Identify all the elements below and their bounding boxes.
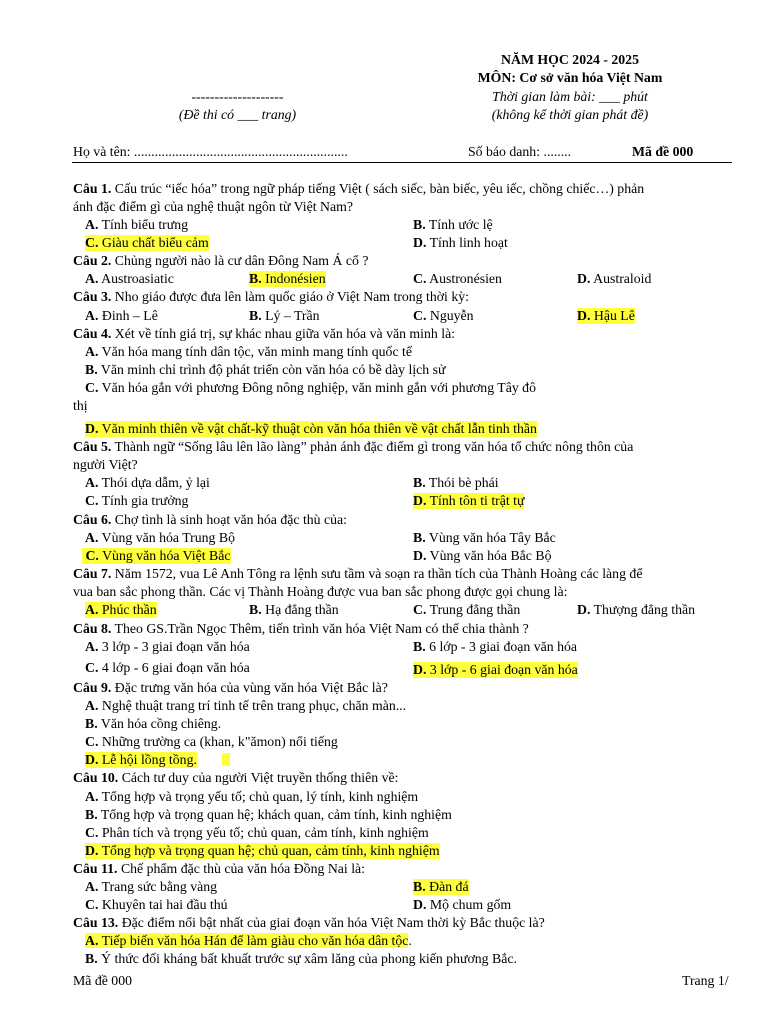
- option-answer: B. Indonésien: [249, 271, 326, 286]
- time-note: (không kể thời gian phát đề): [491, 107, 649, 122]
- option: B. Văn minh chỉ trình độ phát triển còn văn hóa có bề dày lịch sử: [85, 362, 446, 377]
- question-2: Câu 2. Chủng người nào là cư dân Đông Nam Á cổ ?: [73, 253, 369, 268]
- question-1-line-1: Câu 1. Cấu trúc “iếc hóa” trong ngữ pháp tiếng Việt ( sách siếc, bàn biếc, yêu iếc, chồng chiếc…) phản: [73, 181, 645, 196]
- option-answer: D. Hậu Lê: [577, 308, 635, 323]
- page-count-note: (Đề thi có ___ trang): [178, 107, 297, 122]
- option: C. Nguyễn: [413, 308, 474, 323]
- option: A. Austroasiatic: [85, 271, 174, 286]
- question-9: Câu 9. Đặc trưng văn hóa của vùng văn hóa Việt Bắc là?: [73, 680, 388, 695]
- question-6: Câu 6. Chợ tình là sinh hoạt văn hóa đặc thù của:: [73, 512, 348, 527]
- option: B. Lý – Trần: [249, 308, 320, 323]
- footer-page-number: Trang 1/: [682, 973, 729, 988]
- option-answer: A. Phúc thần: [85, 602, 157, 617]
- option: A. Thói dựa dẫm, ỷ lại: [85, 475, 210, 490]
- dashes: --------------------: [191, 89, 284, 104]
- footer-exam-code: Mã đề 000: [73, 973, 133, 988]
- option: D. Mộ chum gốm: [413, 897, 512, 912]
- option: A. Văn hóa mang tính dân tộc, văn minh mang tính quốc tế: [85, 344, 412, 359]
- option: C. Những trường ca (khan, k"ămon) nổi tiếng: [85, 734, 338, 749]
- option: B. 6 lớp - 3 giai đoạn văn hóa: [413, 639, 578, 654]
- option: B. Ý thức đối kháng bất khuất trước sự xâm lăng của phong kiến phương Bắc.: [85, 951, 517, 966]
- option-answer: B. Đàn đá: [413, 879, 469, 894]
- student-name-field: Họ và tên: ..............................................................: [73, 144, 348, 159]
- option-answer: D. Tổng hợp và trọng quan hệ; chủ quan, cảm tính, kinh nghiệm: [85, 843, 440, 858]
- question-10: Câu 10. Cách tư duy của người Việt truyền thống thiên về:: [73, 770, 399, 785]
- option: C. 4 lớp - 6 giai đoạn văn hóa: [85, 660, 250, 675]
- option-answer: D. 3 lớp - 6 giai đoạn văn hóa: [413, 662, 578, 677]
- option: A. Đinh – Lê: [85, 308, 158, 323]
- option: A. Tính biểu trưng: [85, 217, 189, 232]
- option: D. Tính linh hoạt: [413, 235, 508, 250]
- option: D. Australoid: [577, 271, 652, 286]
- option: C. Khuyên tai hai đầu thú: [85, 897, 228, 912]
- exam-code: Mã đề 000: [632, 144, 694, 159]
- option: A. Vùng văn hóa Trung Bộ: [85, 530, 236, 545]
- option: A. Tổng hợp và trọng yếu tố; chủ quan, lý tính, kinh nghiệm: [85, 789, 419, 804]
- time-limit: Thời gian làm bài: ___ phút: [492, 89, 648, 104]
- header-divider: [72, 162, 732, 163]
- question-8: Câu 8. Theo GS.Trần Ngọc Thêm, tiến trình văn hóa Việt Nam có thể chia thành ?: [73, 621, 529, 636]
- option: C. Văn hóa gắn với phương Đông nông nghiệp, văn minh gắn với phương Tây đô: [85, 380, 536, 395]
- option: C. Trung đẳng thần: [413, 602, 521, 617]
- option-answer: A. Tiếp biến văn hóa Hán để làm giàu cho văn hóa dân tộc.: [85, 933, 412, 948]
- subject: MÔN: Cơ sở văn hóa Việt Nam: [477, 70, 663, 85]
- school-year: NĂM HỌC 2024 - 2025: [501, 52, 639, 67]
- question-5-line-1: Câu 5. Thành ngữ “Sống lâu lên lão làng” phản ánh đặc điểm gì trong văn hóa tổ chức nông thôn của: [73, 439, 634, 454]
- option: B. Vùng văn hóa Tây Bắc: [413, 530, 556, 545]
- question-4: Câu 4. Xét về tính giá trị, sự khác nhau giữa văn hóa và văn minh là:: [73, 326, 456, 341]
- question-5-line-2: người Việt?: [73, 457, 138, 472]
- option: D. Vùng văn hóa Bắc Bộ: [413, 548, 552, 563]
- option-answer: C. Giàu chất biểu cảm: [85, 235, 209, 250]
- option-answer: C. Vùng văn hóa Việt Bắc: [82, 548, 231, 564]
- option: C. Austronésien: [413, 271, 502, 286]
- question-7-line-1: Câu 7. Năm 1572, vua Lê Anh Tông ra lệnh sưu tầm và soạn ra thần tích của Thành Hoàng các làng để: [73, 566, 643, 581]
- option: C. Phân tích và trọng yếu tố; chủ quan, cảm tính, kinh nghiệm: [85, 825, 429, 840]
- option: B. Tính ước lệ: [413, 217, 493, 232]
- question-13: Câu 13. Đặc điểm nổi bật nhất của giai đoạn văn hóa Việt Nam thời kỳ Bắc thuộc là?: [73, 915, 545, 930]
- option: B. Văn hóa cồng chiêng.: [85, 716, 222, 731]
- option-answer: D. Văn minh thiên về vật chất-kỹ thuật còn văn hóa thiên về vật chất lẫn tinh thần: [85, 421, 537, 436]
- option: A. Nghệ thuật trang trí tinh tế trên trang phục, chăn màn...: [85, 698, 407, 713]
- option-answer: D. Tính tôn ti trật tự: [413, 493, 525, 508]
- student-id-field: Số báo danh: ........: [468, 144, 572, 159]
- highlight-mark: [222, 753, 230, 766]
- option: B. Tổng hợp và trọng quan hệ; khách quan, cảm tính, kinh nghiệm: [85, 807, 452, 822]
- question-1-line-2: ánh đặc điểm gì của nghệ thuật ngôn từ Việt Nam?: [73, 199, 353, 214]
- question-11: Câu 11. Chế phẩm đặc thù của văn hóa Đồng Nai là:: [73, 861, 365, 876]
- option: B. Thói bè phái: [413, 475, 499, 490]
- option: D. Thượng đẳng thần: [577, 602, 695, 617]
- question-3: Câu 3. Nho giáo được đưa lên làm quốc giáo ở Việt Nam trong thời kỳ:: [73, 289, 469, 304]
- option: A. Trang sức bằng vàng: [85, 879, 218, 894]
- option: B. Hạ đẳng thần: [249, 602, 339, 617]
- option: A. 3 lớp - 3 giai đoạn văn hóa: [85, 639, 250, 654]
- option-c-continuation: thị: [73, 398, 88, 413]
- question-7-line-2: vua ban sắc phong thần. Các vị Thành Hoàng được vua ban sắc phong được gọi chung là:: [73, 584, 568, 599]
- option-answer: D. Lễ hội lồng tồng.: [85, 752, 197, 767]
- option: C. Tính gia trưởng: [85, 493, 189, 508]
